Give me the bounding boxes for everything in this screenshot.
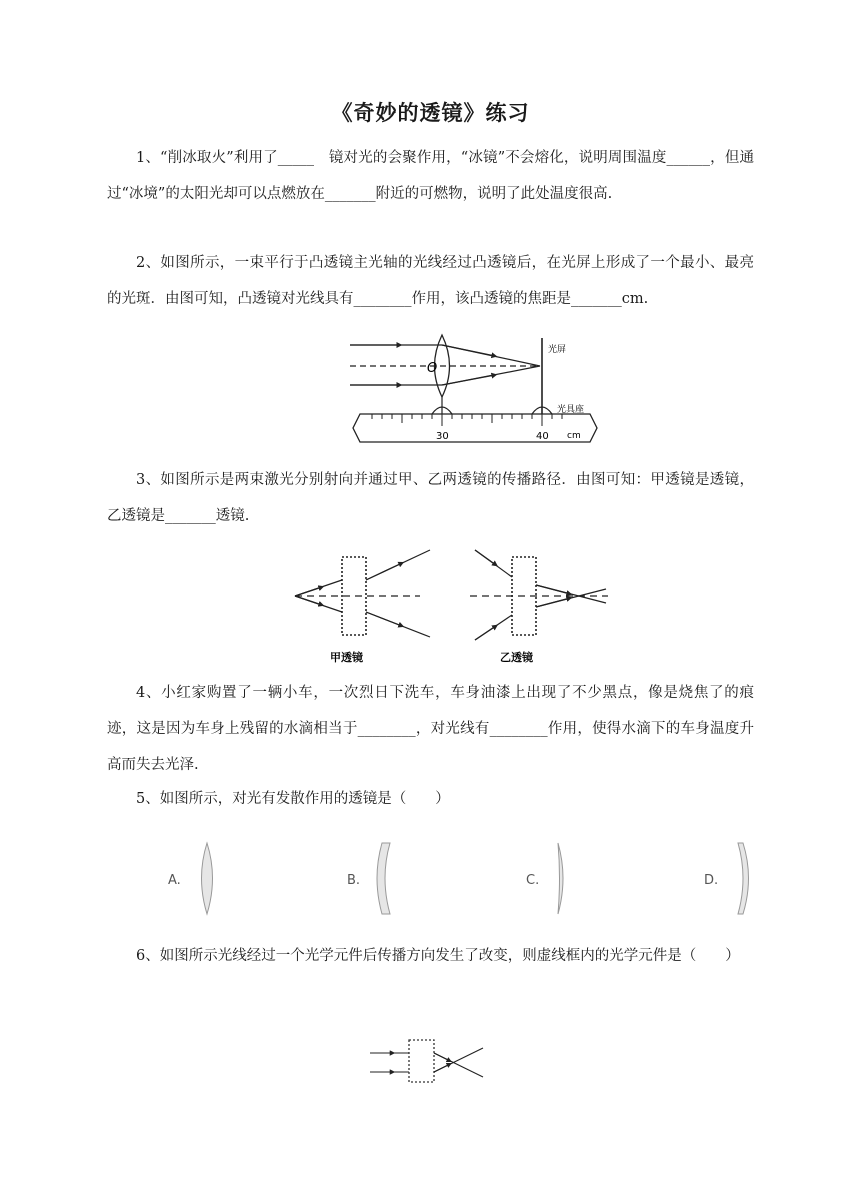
optical-element-figure <box>365 1036 490 1086</box>
two-lenses-figure <box>290 545 620 670</box>
lens-options-figure <box>160 838 760 920</box>
question-4: 4、小红家购置了一辆小车，一次烈日下洗车，车身油漆上出现了不少黑点，像是烧焦了的痕迹，这是因为车身上残留的水滴相当于________，对光线有________作用，使得水滴下的车身温度升高而失去光泽. <box>107 685 754 773</box>
option-a-label: A. <box>168 873 181 888</box>
tick-label-30: 30 <box>436 431 449 442</box>
dashed-element-box <box>409 1040 434 1082</box>
optical-center-label: O <box>427 361 438 376</box>
lens-jia-group <box>295 550 430 664</box>
question-3: 3、如图所示是两束激光分别射向并通过甲、乙两透镜的传播路径．由图可知：甲透镜是透镜，乙透镜是_______透镜. <box>107 472 754 524</box>
page-title: 《奇妙的透镜》练习 <box>331 101 530 125</box>
option-c-lens <box>558 843 563 914</box>
unit-label: cm <box>567 431 581 441</box>
lens-jia-caption: 甲透镜 <box>330 651 363 664</box>
option-b-lens <box>377 843 390 914</box>
option-d-lens <box>738 843 749 914</box>
lens-yi-group <box>470 550 608 664</box>
question-2: 2、如图所示，一束平行于凸透镜主光轴的光线经过凸透镜后，在光屏上形成了一个最小、最亮的光斑．由图可知，凸透镜对光线具有________作用，该凸透镜的焦距是_______cm. <box>107 255 754 307</box>
optical-bench-ruler <box>353 414 597 442</box>
option-d-label: D. <box>704 873 719 888</box>
question-5: 5、如图所示，对光有发散作用的透镜是（ ） <box>136 791 450 807</box>
option-a-lens <box>202 843 213 914</box>
lens-yi-caption: 乙透镜 <box>500 651 533 664</box>
question-6: 6、如图所示光线经过一个光学元件后传播方向发生了改变，则虚线框内的光学元件是（ ） <box>136 948 740 964</box>
tick-label-40: 40 <box>536 431 549 442</box>
screen-label: 光屏 <box>548 345 567 355</box>
option-c-label: C. <box>526 873 540 888</box>
option-b-label: B. <box>347 873 361 888</box>
convex-lens-bench-figure <box>345 330 600 455</box>
holder-label: 光具座 <box>557 405 585 415</box>
question-1: 1、“削冰取火”利用了_____ 镜对光的会聚作用，“冰镜”不会熔化，说明周围温度______，但通过“冰境”的太阳光却可以点燃放在_______附近的可燃物，说明了此处温度很高. <box>107 150 754 202</box>
